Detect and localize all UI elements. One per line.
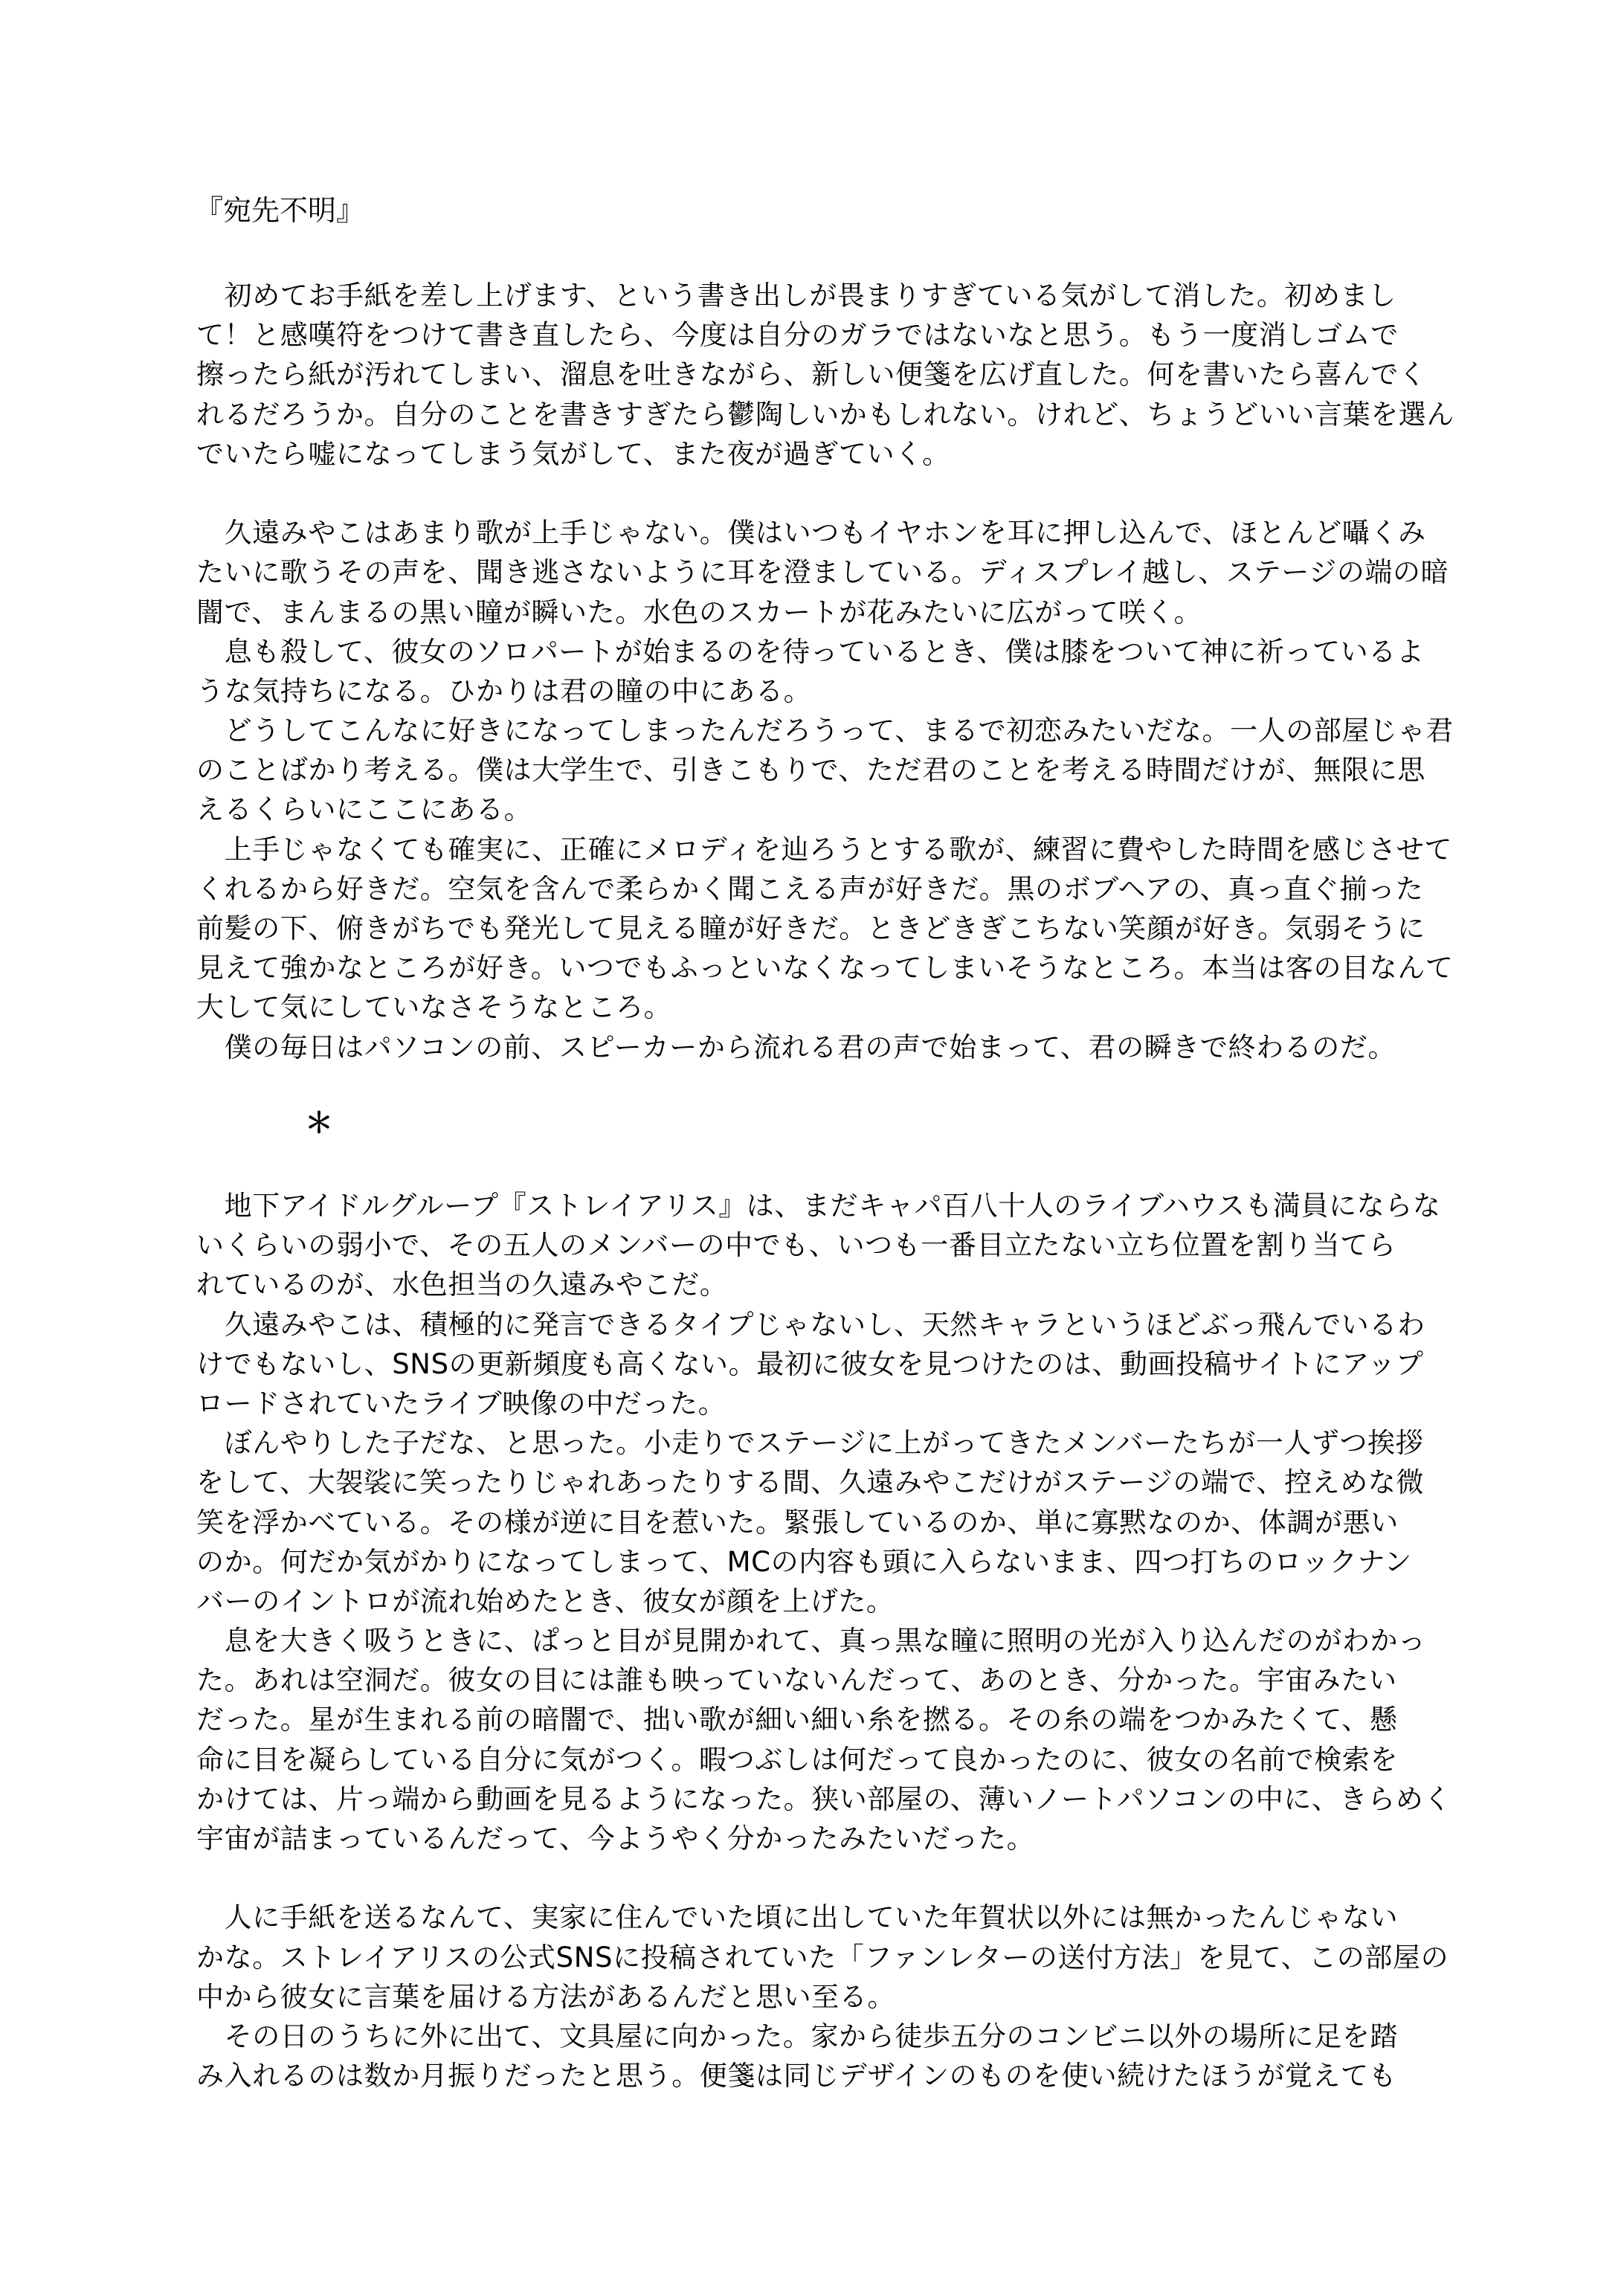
text-line: バーのイントロが流れ始めたとき、彼女が顔を上げた。 — [196, 1585, 895, 1617]
text-line: をして、大袈裟に笑ったりじゃれあったりする間、久遠みやこだけがステージの端で、控えめな微 — [196, 1466, 1425, 1499]
text-line: だった。星が生まれる前の暗闇で、拙い歌が細い細い糸を撚る。その糸の端をつかみたくて、懸 — [196, 1704, 1398, 1736]
text-line: 擦ったら紙が汚れてしまい、溜息を吐きながら、新しい便箋を広げ直した。何を書いたら喜んでく — [196, 358, 1427, 391]
text-line: かな。ストレイアリスの公式SNSに投稿されていた「ファンレターの送付方法」を見て、この部屋の — [196, 1941, 1449, 1974]
text-line: 地下アイドルグループ『ストレイアリス』は、まだキャパ百八十人のライブハウスも満員にならな — [196, 1190, 1441, 1222]
text-line: れているのが、水色担当の久遠みやこだ。 — [196, 1269, 728, 1301]
text-line: 宇宙が詰まっているんだって、今ようやく分かったみたいだった。 — [196, 1823, 1035, 1855]
text-line: 息を大きく吸うときに、ぱっと目が見開かれて、真っ黒な瞳に照明の光が入り込んだのがわかっ — [196, 1625, 1426, 1657]
text-line: 久遠みやこは、積極的に発言できるタイプじゃないし、天然キャラというほどぶっ飛んでいるわ — [196, 1308, 1425, 1341]
blank-line — [196, 1858, 1431, 1898]
text-line: その日のうちに外に出て、文具屋に向かった。家から徒歩五分のコンビニ以外の場所に足を踏 — [196, 2020, 1399, 2052]
text-line: けでもないし、SNSの更新頻度も高くない。最初に彼女を見つけたのは、動画投稿サイトにアップ — [196, 1347, 1424, 1380]
text-line: 久遠みやこはあまり歌が上手じゃない。僕はいつもイヤホンを耳に押し込んで、ほとんど囁くみ — [196, 517, 1426, 550]
section-separator: ＊ — [305, 1106, 334, 1139]
text-line: 命に目を凝らしている自分に気がつく。暇つぶしは何だって良かったのに、彼女の名前で検索を — [196, 1743, 1399, 1776]
text-line: 笑を浮かべている。その様が逆に目を惹いた。緊張しているのか、単に寡黙なのか、体調が悪い — [196, 1506, 1399, 1539]
text-line: 息も殺して、彼女のソロパートが始まるのを待っているとき、僕は膝をついて神に祈っているよ — [196, 635, 1425, 668]
text-line: かけては、片っ端から動画を見るようになった。狭い部屋の、薄いノートパソコンの中に、きらめく — [196, 1782, 1451, 1815]
document-title: 『宛先不明』 — [195, 194, 365, 227]
text-line: 前髪の下、俯きがちでも発光して見える瞳が好きだ。ときどきぎこちない笑顔が好き。気弱そうに — [196, 912, 1425, 944]
section-1 — [196, 276, 1454, 1067]
text-line: 上手じゃなくても確実に、正確にメロディを辿ろうとする歌が、練習に費やした時間を感じさせて — [196, 833, 1453, 866]
text-line: 見えて強かなところが好き。いつでもふっといなくなってしまいそうなところ。本当は客の目なんて — [196, 952, 1454, 985]
text-line: た。あれは空洞だ。彼女の目には誰も映っていないんだって、あのとき、分かった。宇宙みたい — [196, 1664, 1397, 1697]
text-line: ロードされていたライブ映像の中だった。 — [196, 1387, 726, 1420]
section-2 — [196, 1186, 1451, 2095]
text-line: 闇で、まんまるの黒い瞳が瞬いた。水色のスカートが花みたいに広がって咲く。 — [196, 596, 1202, 628]
text-line: 僕の毎日はパソコンの前、スピーカーから流れる君の声で始まって、君の瞬きで終わるのだ。 — [196, 1031, 1396, 1063]
text-line: て！と感嘆符をつけて書き直したら、今度は自分のガラではないなと思う。もう一度消しゴムで — [196, 319, 1399, 352]
text-line: み入れるのは数か月振りだったと思う。便箋は同じデザインのものを使い続けたほうが覚えても — [196, 2060, 1397, 2092]
text-line: 中から彼女に言葉を届ける方法があるんだと思い至る。 — [196, 1980, 895, 2013]
text-line: のことばかり考える。僕は大学生で、引きこもりで、ただ君のことを考える時間だけが、無限に思 — [196, 754, 1425, 787]
text-line: うな気持ちになる。ひかりは君の瞳の中にある。 — [196, 674, 812, 707]
blank-line — [196, 474, 1431, 513]
text-line: 人に手紙を送るなんて、実家に住んでいた頃に出していた年賀状以外には無かったんじゃない — [196, 1901, 1399, 1934]
text-line: れるだろうか。自分のことを書きすぎたら鬱陶しいかもしれない。けれど、ちょうどいい言葉を選ん — [196, 398, 1454, 431]
text-line: のか。何だか気がかりになってしまって、MCの内容も頭に入らないまま、四つ打ちのロックナン — [196, 1545, 1412, 1578]
text-line: ぼんやりした子だな、と思った。小走りでステージに上がってきたメンバーたちが一人ずつ挨拶 — [196, 1427, 1424, 1460]
text-line: 初めてお手紙を差し上げます、という書き出しが畏まりすぎている気がして消した。初めまし — [196, 280, 1396, 312]
text-line: いくらいの弱小で、その五人のメンバーの中でも、いつも一番目立たない立ち位置を割り当てら — [196, 1229, 1396, 1262]
text-line: 大して気にしていなさそうなところ。 — [196, 991, 672, 1024]
text-line: えるくらいにここにある。 — [196, 793, 532, 826]
text-line: たいに歌うその声を、聞き逃さないように耳を澄ましている。ディスプレイ越し、ステージの端の暗 — [196, 556, 1449, 589]
text-line: どうしてこんなに好きになってしまったんだろうって、まるで初恋みたいだな。一人の部屋じゃ君 — [196, 715, 1454, 747]
text-line: でいたら嘘になってしまう気がして、また夜が過ぎていく。 — [196, 437, 950, 470]
text-line: くれるから好きだ。空気を含んで柔らかく聞こえる声が好きだ。黒のボブヘアの、真っ直ぐ揃った — [196, 872, 1424, 905]
